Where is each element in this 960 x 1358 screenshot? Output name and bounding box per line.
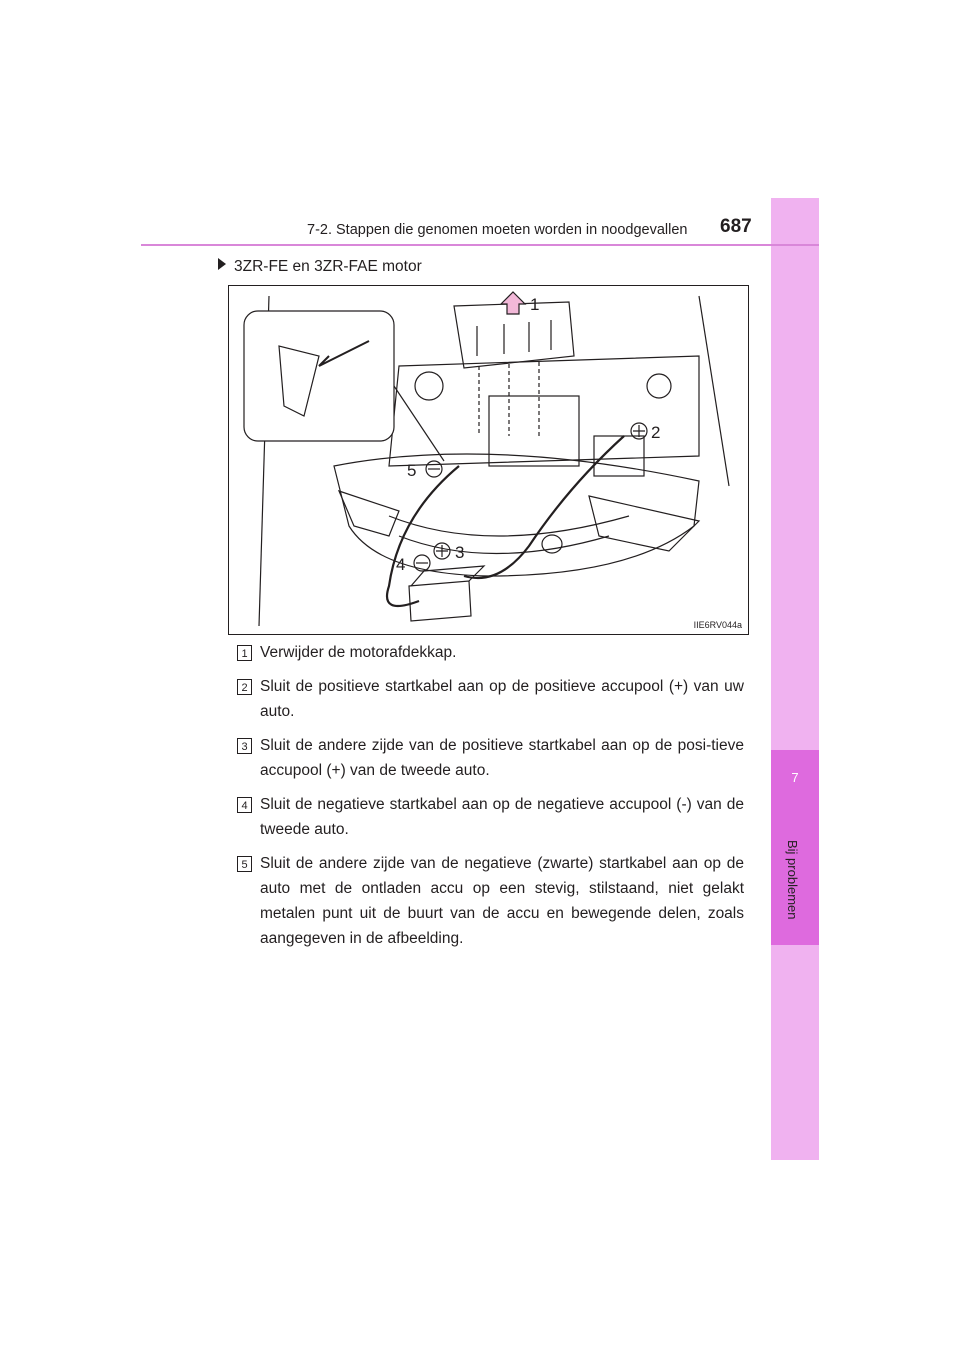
step-text: Sluit de andere zijde van de positieve startkabel aan op de posi-tieve accupool (+) van de tweede auto. <box>260 737 744 779</box>
page-number: 687 <box>720 216 752 237</box>
sub-heading <box>218 258 422 276</box>
callout-3: 3 <box>455 543 465 562</box>
chapter-number: 7 <box>791 770 799 785</box>
figure-code: IIE6RV044a <box>693 620 742 630</box>
step-item <box>237 674 744 724</box>
emblem <box>542 535 562 553</box>
step-item <box>237 733 744 783</box>
headlight-left <box>339 491 399 536</box>
sub-heading-text: 3ZR-FE en 3ZR-FAE motor <box>234 258 422 275</box>
engine-block <box>489 396 579 466</box>
chapter-title: Bij problemen <box>785 840 800 920</box>
step-number-badge: 3 <box>237 738 252 754</box>
steps-list <box>237 640 744 960</box>
step-item <box>237 640 744 665</box>
detail-inset <box>244 311 394 441</box>
grille <box>389 516 629 536</box>
step-text: Sluit de andere zijde van de negatieve (zwarte) startkabel aan op de auto met de ontladen accu op een stevig, stilstaand, niet gelakt metalen punt uit de buurt van de accu en bewegende delen, zoals aangegeven in de afbeelding. <box>260 855 744 947</box>
hood-right-edge <box>699 296 729 486</box>
section-title: 7-2. Stappen die genomen moeten worden in noodgevallen <box>307 222 688 238</box>
step-item <box>237 851 744 951</box>
up-arrow-icon <box>501 292 525 314</box>
cover-guides <box>479 362 539 436</box>
engine-figure <box>228 285 749 635</box>
step-number-badge: 1 <box>237 645 252 661</box>
engine-cover-ribs <box>477 320 551 356</box>
reservoir <box>415 372 443 400</box>
triangle-bullet-icon <box>218 258 226 270</box>
callout-4: 4 <box>396 555 406 574</box>
plus-icon-3 <box>436 545 448 557</box>
plus-icon-2 <box>633 425 645 437</box>
header-divider <box>141 244 819 246</box>
step-number-badge: 2 <box>237 679 252 695</box>
step-item <box>237 792 744 842</box>
step-text: Verwijder de motorafdekkap. <box>260 644 457 661</box>
headlight-right <box>589 496 699 551</box>
cap <box>647 374 671 398</box>
engine-bay <box>389 356 699 466</box>
step-text: Sluit de positieve startkabel aan op de positieve accupool (+) van uw auto. <box>260 678 744 720</box>
step-number-badge: 4 <box>237 797 252 813</box>
engine-illustration <box>229 286 748 634</box>
callout-5: 5 <box>407 461 417 480</box>
step-text: Sluit de negatieve startkabel aan op de negatieve accupool (-) van de tweede auto. <box>260 796 744 838</box>
chapter-sidebar <box>771 198 819 1160</box>
callout-2: 2 <box>651 423 661 442</box>
grille-lower <box>399 536 609 554</box>
callout-1: 1 <box>530 295 540 314</box>
step-number-badge: 5 <box>237 856 252 872</box>
